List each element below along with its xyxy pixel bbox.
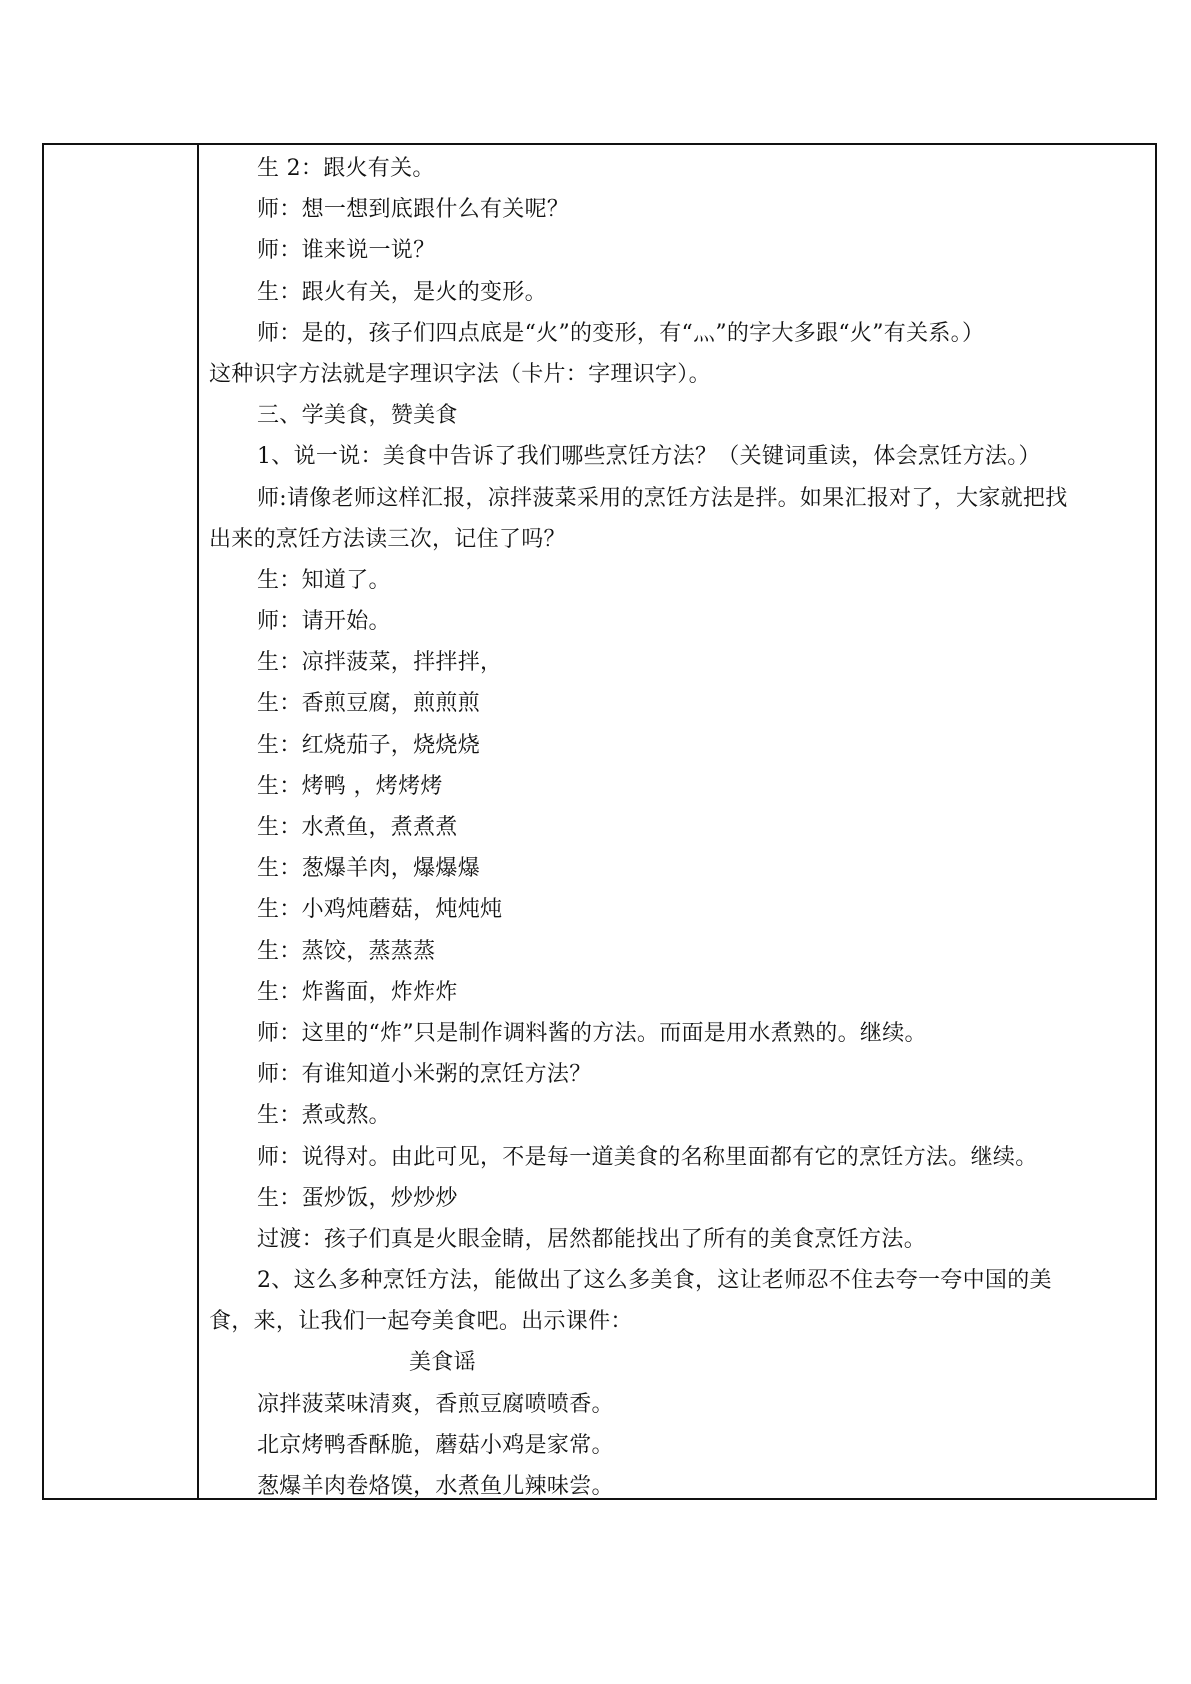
text-line: 这种识字方法就是字理识字法（卡片：字理识字）。 <box>209 361 711 387</box>
text-line: 生：跟火有关，是火的变形。 <box>257 279 547 305</box>
lesson-table <box>42 143 1157 1500</box>
text-line: 生：葱爆羊肉，爆爆爆 <box>257 856 481 882</box>
text-line: 食，来，让我们一起夸美食吧。出示课件： <box>209 1309 633 1335</box>
text-line: 师：谁来说一说？ <box>257 238 436 264</box>
text-line: 生：水煮鱼，煮煮煮 <box>257 815 458 840</box>
poem-title: 美食谣 <box>409 1350 476 1376</box>
text-line: 生：小鸡炖蘑菇，炖炖炖 <box>257 897 503 923</box>
text-line: 生：香煎豆腐，煎煎煎 <box>257 691 481 717</box>
poem-line: 葱爆羊肉卷烙馍，水煮鱼儿辣味尝。 <box>257 1474 614 1499</box>
text-line: 师：有谁知道小米粥的烹饪方法？ <box>257 1062 592 1088</box>
text-line: 师:请像老师这样汇报，凉拌菠菜采用的烹饪方法是拌。如果汇报对了，大家就把找 <box>257 485 1068 511</box>
text-line: 师：是的，孩子们四点底是“火”的变形，有“灬”的字大多跟“火”有关系。） <box>257 320 985 346</box>
poem-line: 北京烤鸭香酥脆，蘑菇小鸡是家常。 <box>257 1432 614 1458</box>
section-heading: 三、学美食，赞美食 <box>257 403 458 429</box>
text-line: 生 2：跟火有关。 <box>257 156 435 181</box>
text-line: 2、这么多种烹饪方法，能做出了这么多美食，这让老师忍不住去夸一夸中国的美 <box>257 1268 1052 1294</box>
text-line: 生：炸酱面，炸炸炸 <box>257 979 458 1005</box>
text-line: 出来的烹饪方法读三次，记住了吗？ <box>209 526 566 552</box>
text-line: 生：蒸饺，蒸蒸蒸 <box>257 938 436 964</box>
text-line: 生：蛋炒饭，炒炒炒 <box>257 1185 458 1211</box>
text-line: 生：红烧茄子，烧烧烧 <box>257 732 481 758</box>
text-line: 师：请开始。 <box>257 609 391 635</box>
text-line: 师：这里的“炸”只是制作调料酱的方法。而面是用水煮熟的。继续。 <box>257 1020 927 1046</box>
text-line: 过渡：孩子们真是火眼金睛，居然都能找出了所有的美食烹饪方法。 <box>257 1226 927 1252</box>
text-line: 生：知道了。 <box>257 567 391 593</box>
poem-line: 凉拌菠菜味清爽，香煎豆腐喷喷香。 <box>257 1391 614 1417</box>
left-column-cell <box>44 145 199 1498</box>
text-line: 1、说一说：美食中告诉了我们哪些烹饪方法？（关键词重读，体会烹饪方法。） <box>257 444 1041 470</box>
text-line: 师：说得对。由此可见，不是每一道美食的名称里面都有它的烹饪方法。继续。 <box>257 1144 1038 1170</box>
text-line: 生：烤鸭 ，烤烤烤 <box>257 773 443 799</box>
text-line: 生：煮或熬。 <box>257 1103 391 1129</box>
text-line: 生：凉拌菠菜，拌拌拌， <box>257 650 503 676</box>
text-line: 师：想一想到底跟什么有关呢？ <box>257 197 570 223</box>
content-column-cell <box>201 145 1155 1498</box>
